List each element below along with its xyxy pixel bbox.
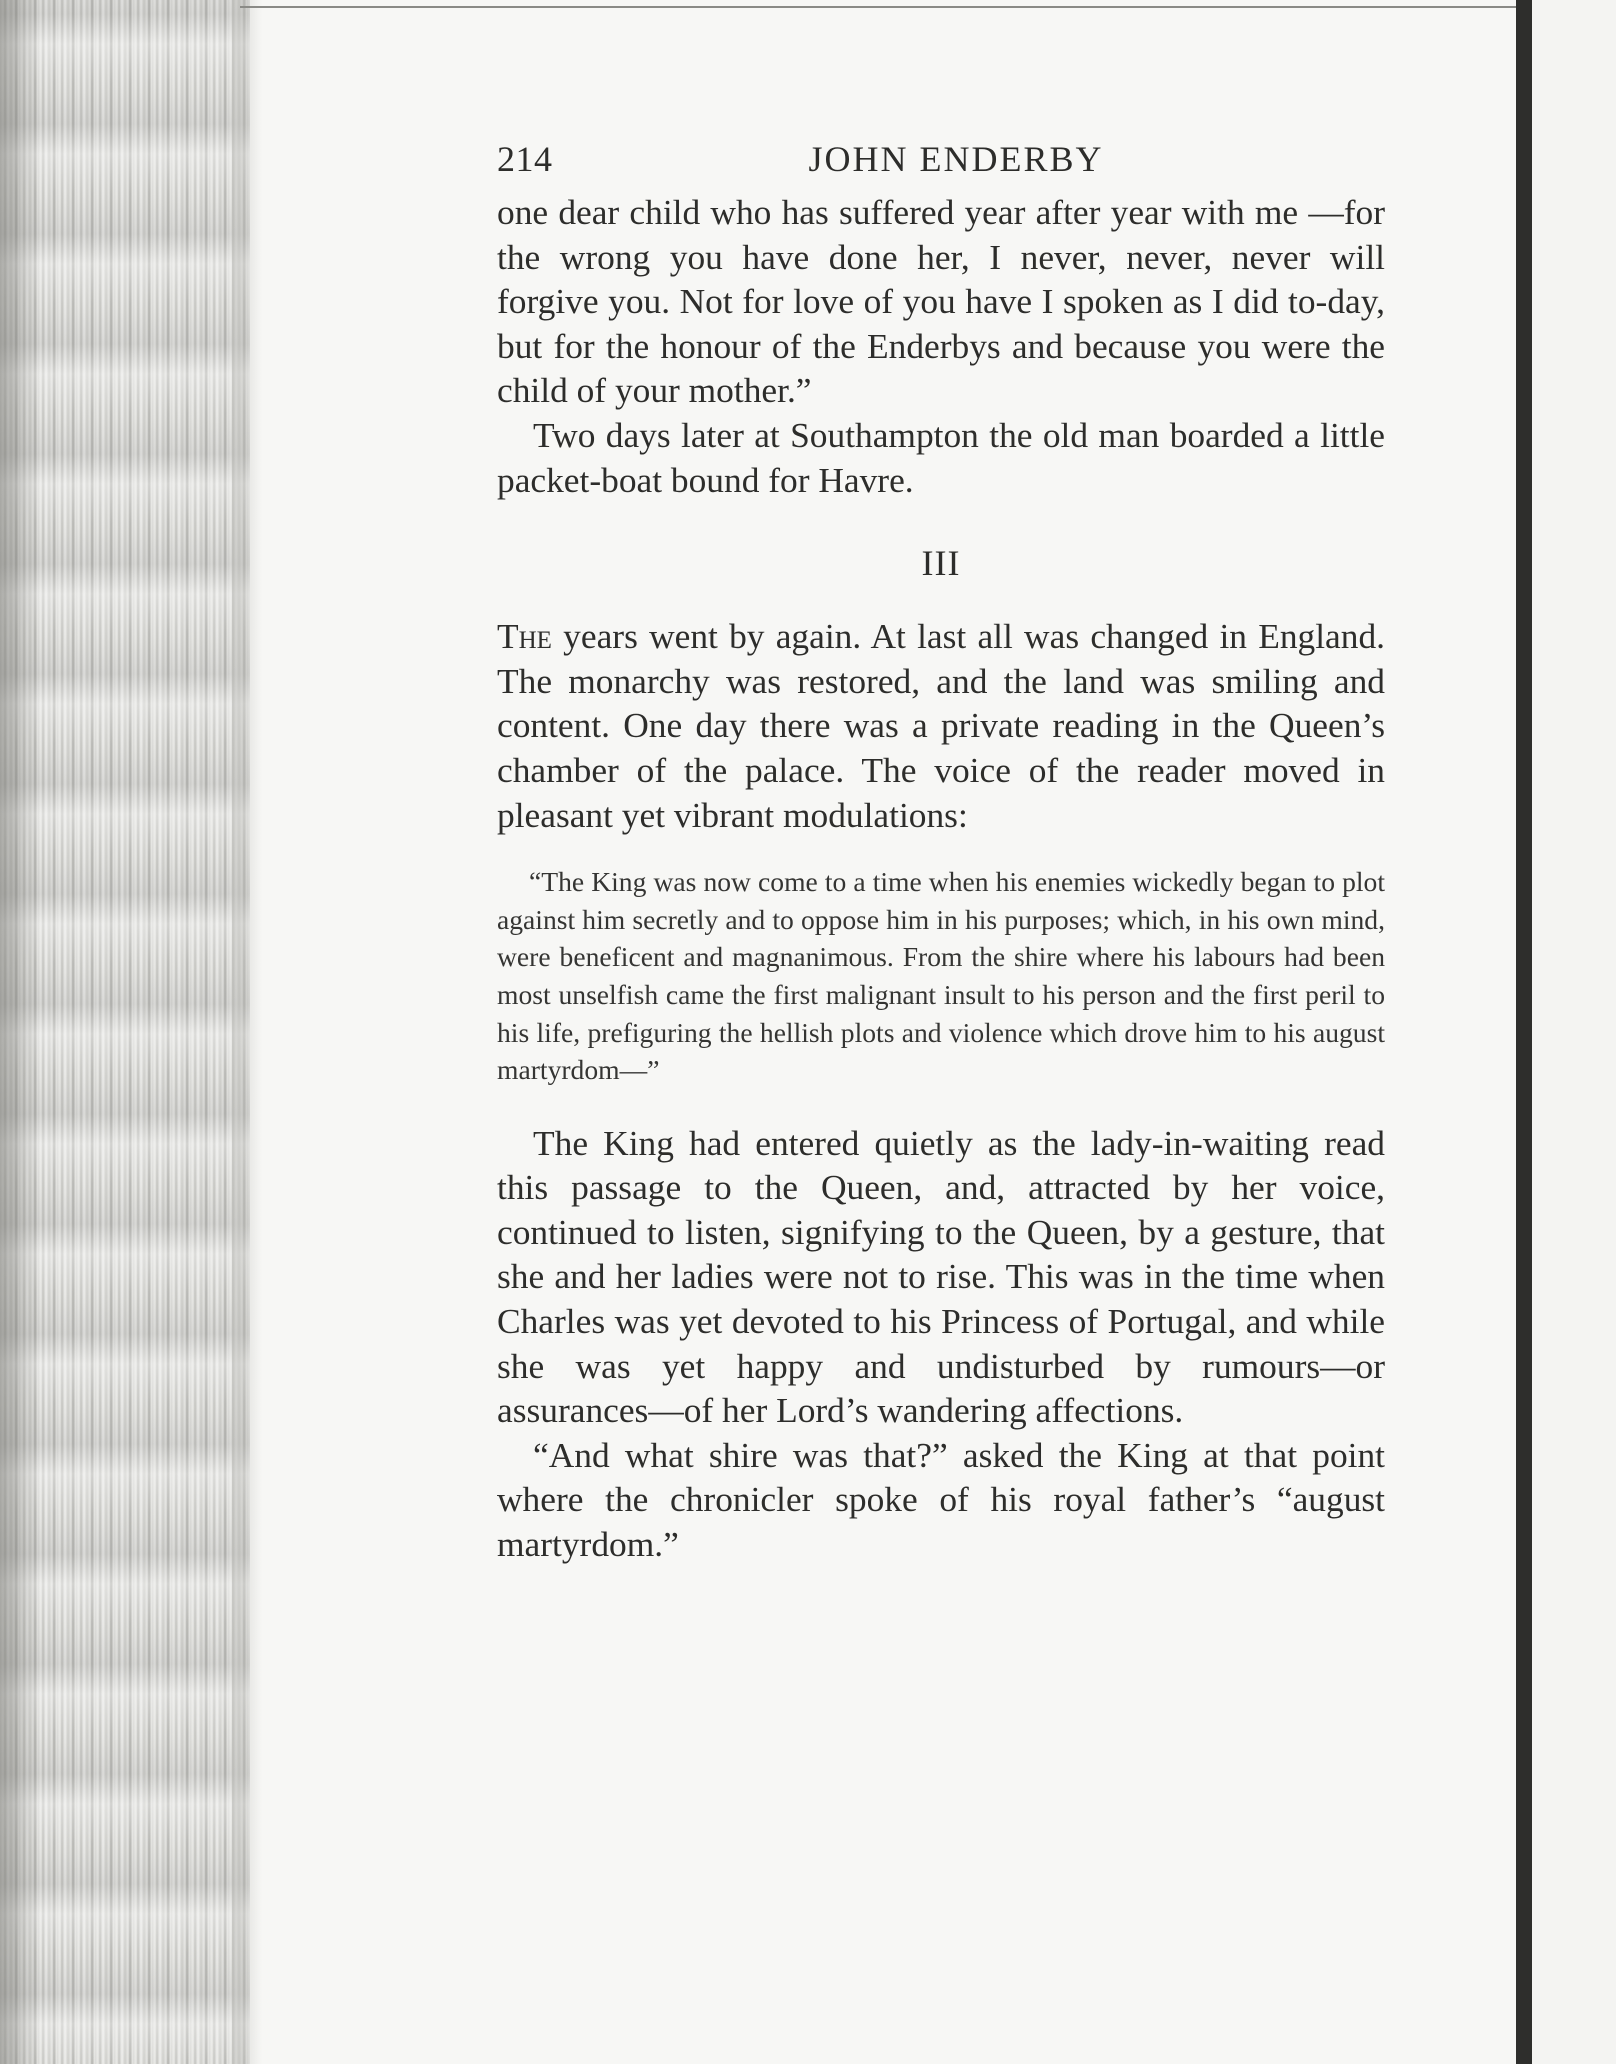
section-number: III — [921, 543, 961, 584]
running-head — [497, 130, 1385, 190]
book-cover-edge — [1516, 0, 1532, 2064]
top-edge-line — [240, 6, 1520, 8]
text-block — [497, 130, 1385, 1567]
paragraph-2: Two days later at Southampton the old man boarded a little packet-boat bound for Havre. — [497, 414, 1385, 500]
book-title: JOHN ENDERBY — [808, 139, 1104, 179]
paragraph-5: “And what shire was that?” asked the King at that point where the chronicler spoke of his royal father’s “august martyrdom.” — [497, 1434, 1385, 1565]
edge-shadow — [0, 0, 40, 2064]
block-quote: “The King was now come to a time when his enemies wickedly began to plot against him secretly and to oppose him in his purposes; which, in his own mind, were beneficent and magnanimous. From the shire where his labours had been most unselfish came the first malignant insult to his person and the first peril to his life, prefiguring the hellish plots and violence which drove him to his august martyrdom—” — [497, 866, 1385, 1086]
paragraph-1: one dear child who has suffered year after year with me —for the wrong you have done her, I never, never, never will forgive you. Not for love of you have I spoken as I did to-day, but for the honour of the Enderbys and because you were the child of your mother.” — [497, 192, 1385, 411]
facing-page-edge — [1532, 0, 1616, 2064]
paragraph-3-lead: The — [497, 616, 552, 657]
paragraph-3-text: years went by again. At last all was changed in England. The monarchy was restored, and the land was smiling and content. One day there was a private reading in the Queen’s chamber of the palace. The voice of the reader moved in pleasant yet vibrant modulations: — [497, 616, 1385, 835]
paragraph-3 — [497, 614, 1385, 837]
gutter-shadow — [232, 0, 262, 2064]
paragraph-4: The King had entered quietly as the lady-in-waiting read this passage to the Queen, and, attracted by her voice, continued to listen, signifying to the Queen, by a gesture, that she and her ladies were not to rise. This was in the time when Charles was yet devoted to his Princess of Portugal, and while she was yet happy and undisturbed by rumours—or assurances—of her Lord’s wandering affections. — [497, 1122, 1385, 1431]
page-number: 214 — [497, 139, 553, 179]
